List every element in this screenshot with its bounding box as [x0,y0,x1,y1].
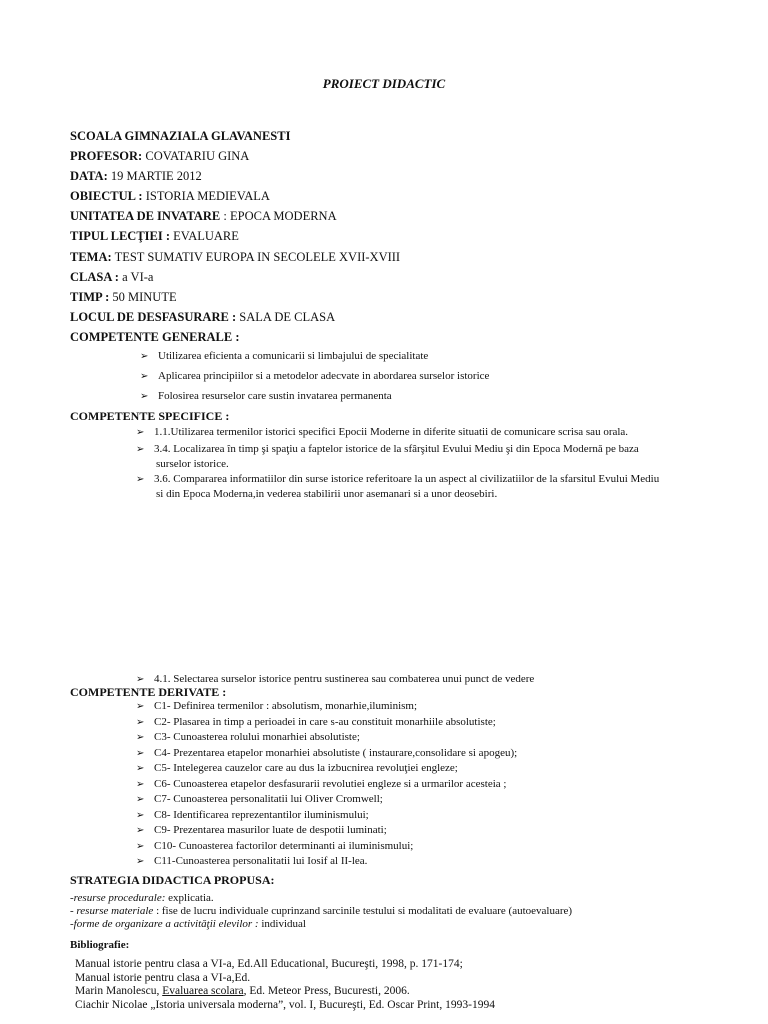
general-competences-list [140,347,489,407]
info-time: TIMP : 50 MINUTE [70,289,177,304]
lesson-info [70,126,400,347]
info-general-competences-heading: COMPETENTE GENERALE : [70,329,240,344]
specific-competences-list [136,425,659,501]
list-item: ➢ C4- Prezentarea etapelor monarhiei absolutiste ( instaurare,consolidare si apogeu); [136,746,518,759]
bibliography-item: Ciachir Nicolae „Istoria universala moderna”, vol. I, Bucureşti, Ed. Oscar Print, 1993-1994 [75,998,495,1011]
document-title: PROIECT DIDACTIC [322,76,446,91]
arrow-bullet-icon: ➢ [140,371,149,382]
list-item: ➢ C3- Cunoasterea rolului monarhiei absolutiste; [136,731,360,743]
list-item: ➢ Utilizarea eficienta a comunicarii si limbajului de specialitate [140,347,489,367]
arrow-bullet-icon: ➢ [136,856,145,867]
arrow-bullet-icon: ➢ [136,674,145,685]
arrow-bullet-icon: ➢ [136,444,145,455]
list-item: ➢ C5- Intelegerea cauzelor care au dus la izbucnirea revoluţiei engleze; [136,762,458,774]
derived-competences-heading: COMPETENTE DERIVATE : [70,685,227,699]
list-item: ➢ C11-Cunoasterea personalitatii lui Iosif al II-lea. [136,855,368,867]
arrow-bullet-icon: ➢ [140,351,149,362]
arrow-bullet-icon: ➢ [140,391,149,402]
list-item: ➢ C9- Prezentarea masurilor luate de despotii luminati; [136,824,387,836]
resource-item: -resurse procedurale: explicatia. [70,892,214,904]
list-item: ➢ Aplicarea principiilor si a metodelor adecvate in abordarea surselor istorice [140,367,489,387]
bibliography-item: Manual istorie pentru clasa a VI-a, Ed.All Educational, Bucureşti, 1998, p. 171-174; [75,958,463,970]
arrow-bullet-icon: ➢ [136,825,145,836]
arrow-bullet-icon: ➢ [136,427,145,438]
resource-item: -forme de organizare a activităţii elevilor : individual [70,918,306,930]
list-item: ➢ C2- Plasarea in timp a perioadei in care s-au constituit monarhiile absolutiste; [136,715,496,728]
list-item: ➢ 3.4. Localizarea în timp şi spaţiu a faptelor istorice de la sfârşitul Evului Mediu şi din Epoca Modernă pe baza [136,443,639,455]
info-class: CLASA : a VI-a [70,269,154,284]
arrow-bullet-icon: ➢ [136,747,145,759]
arrow-bullet-icon: ➢ [136,474,145,485]
arrow-bullet-icon: ➢ [136,763,145,774]
info-teacher: PROFESOR: COVATARIU GINA [70,149,250,164]
list-item: ➢ C10- Cunoasterea factorilor determinanti ai iluminismului; [136,839,414,852]
list-item: ➢ 4.1. Selectarea surselor istorice pentru sustinerea sau combaterea unui punct de vedere [136,673,535,685]
specific-competences-heading: COMPETENTE SPECIFICE : [70,409,230,423]
info-theme: TEMA: TEST SUMATIV EUROPA IN SECOLELE XVII-XVIII [70,249,401,264]
arrow-bullet-icon: ➢ [136,732,145,743]
resource-item: - resurse materiale : fise de lucru individuale cuprinzand sarcinile testului si modalitati de evaluare (autoevaluare) [70,905,573,917]
arrow-bullet-icon: ➢ [136,840,145,852]
info-subject: OBIECTUL : ISTORIA MEDIEVALA [70,189,270,204]
list-item: ➢ C7- Cunoasterea personalitatii lui Oliver Cromwell; [136,793,383,805]
list-item-continuation: surselor istorice. [156,458,229,470]
arrow-bullet-icon: ➢ [136,701,145,712]
info-lesson-type: TIPUL LECŢIEI : EVALUARE [70,229,239,244]
list-item: ➢ C8- Identificarea reprezentantilor iluminismului; [136,808,369,821]
resources-list [70,892,572,931]
list-item: ➢ 1.1.Utilizarea termenilor istorici specifici Epocii Moderne in diferite situatii de comunicare scrisa sau orala. [136,426,629,438]
info-date: DATA: 19 MARTIE 2012 [70,169,202,184]
bibliography-heading: Bibliografie: [70,939,130,951]
arrow-bullet-icon: ➢ [136,716,145,728]
list-item-continuation: si din Epoca Moderna,in vederea stabilirii unor asemanari si a unor deosebiri. [156,488,498,500]
info-unit: UNITATEA DE INVATARE : EPOCA MODERNA [70,209,337,224]
info-school: SCOALA GIMNAZIALA GLAVANESTI [70,129,291,143]
list-item: ➢ Folosirea resurselor care sustin invatarea permanenta [140,387,489,407]
bibliography-item: Manual istorie pentru clasa a VI-a,Ed. [75,971,251,984]
arrow-bullet-icon: ➢ [136,778,145,790]
bibliography-item: Marin Manolescu, Evaluarea scolara, Ed. Meteor Press, Bucuresti, 2006. [75,985,410,997]
derived-competences-list [136,699,517,870]
arrow-bullet-icon: ➢ [136,794,145,805]
info-location: LOCUL DE DESFASURARE : SALA DE CLASA [70,309,336,324]
bibliography-list [75,958,495,1012]
arrow-bullet-icon: ➢ [136,809,145,821]
list-item: ➢ 3.6. Compararea informatiilor din surse istorice referitoare la un aspect al civilizatiilor de la sfarsitul Evului Mediu [136,473,660,485]
strategy-heading: STRATEGIA DIDACTICA PROPUSA: [70,873,275,887]
list-item: ➢ C6- Cunoasterea etapelor desfasurarii revolutiei engleze si a urmarilor acesteia ; [136,777,507,790]
list-item: ➢ C1- Definirea termenilor : absolutism, monarhie,iluminism; [136,700,418,712]
